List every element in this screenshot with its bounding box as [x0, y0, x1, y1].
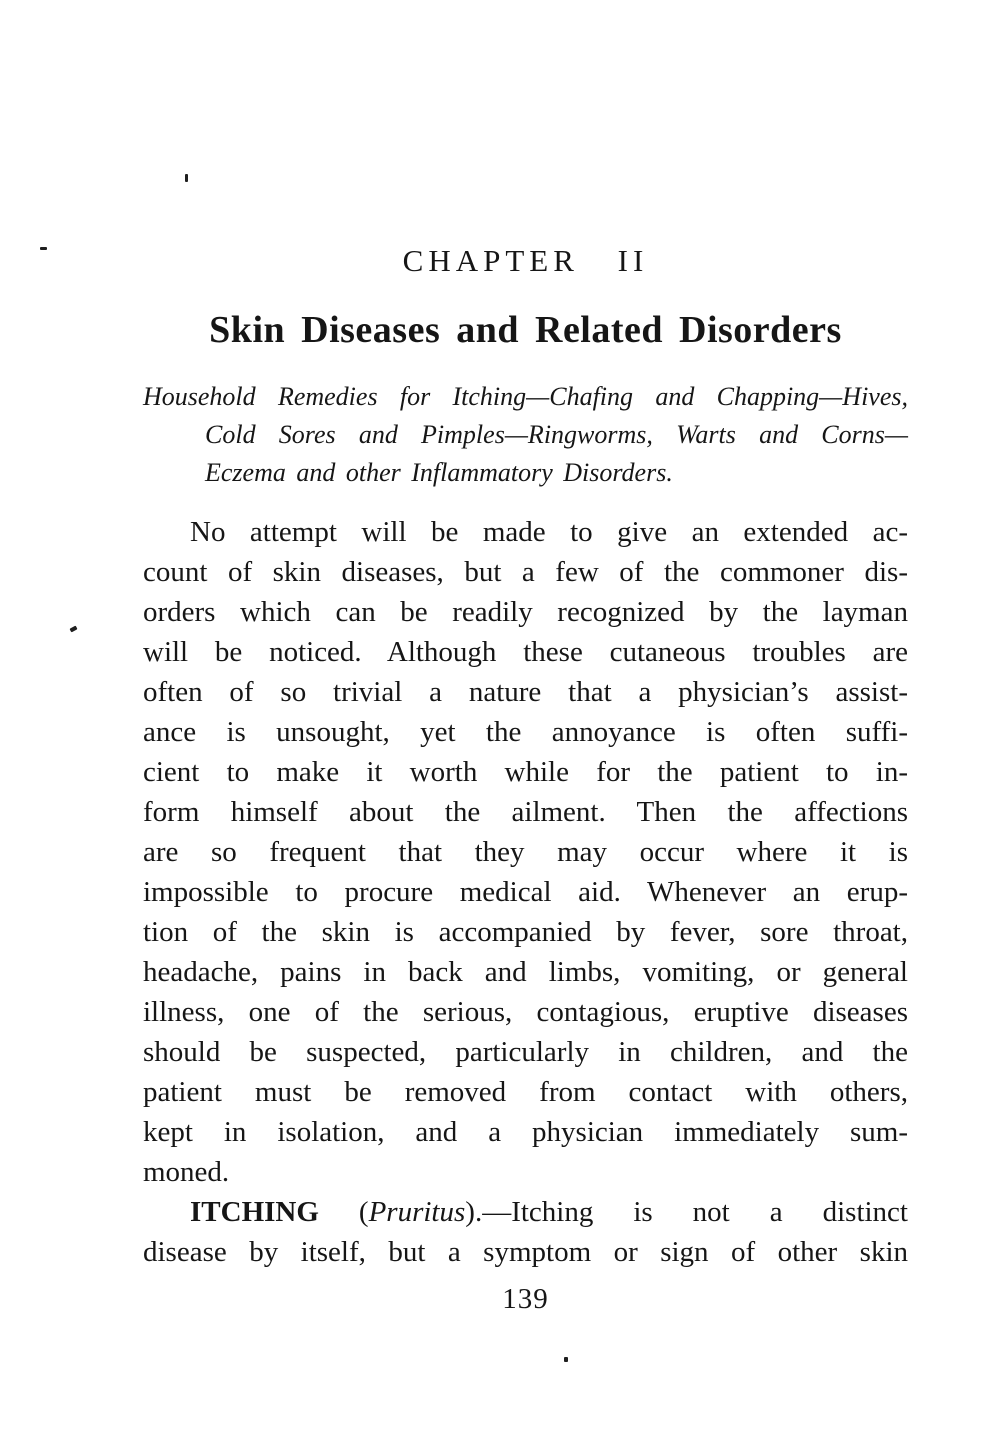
itching-heading: ITCHING	[190, 1196, 319, 1228]
text-line: should be suspected, particularly in children, and the	[143, 1036, 908, 1068]
text-line: kept in isolation, and a physician immediately sum-	[143, 1116, 908, 1148]
itching-open-paren: (	[318, 1196, 369, 1228]
text-line: often of so trivial a nature that a physician’s assist-	[143, 676, 908, 708]
text-line: No attempt will be made to give an extended ac-	[190, 516, 908, 548]
body-text	[143, 512, 908, 1272]
text-line: are so frequent that they may occur where it is	[143, 836, 908, 868]
ink-speck	[69, 626, 77, 633]
text-line: illness, one of the serious, contagious, eruptive diseases	[143, 996, 908, 1028]
ink-speck	[564, 1357, 568, 1362]
ink-speck	[185, 174, 188, 182]
pruritus-term: Pruritus	[368, 1196, 466, 1228]
text-line: moned.	[143, 1156, 230, 1188]
text-line: headache, pains in back and limbs, vomiting, or general	[143, 956, 908, 988]
text-line: patient must be removed from contact with others,	[143, 1076, 908, 1108]
text-line: orders which can be readily recognized by the layman	[143, 596, 908, 628]
text-line: tion of the skin is accompanied by fever, sore throat,	[143, 916, 908, 948]
chapter-title: Skin Diseases and Related Disorders	[209, 309, 842, 351]
summary-line: Eczema and other Inflammatory Disorders.	[205, 458, 673, 487]
chapter-summary	[143, 378, 908, 492]
itching-lead-rest: ).—Itching is not a distinct	[465, 1196, 908, 1228]
text-line: ance is unsought, yet the annoyance is often suffi-	[143, 716, 908, 748]
text-line: will be noticed. Although these cutaneous troubles are	[143, 636, 908, 668]
text-line: cient to make it worth while for the patient to in-	[143, 756, 908, 788]
ink-speck	[40, 247, 47, 250]
summary-line: Cold Sores and Pimples—Ringworms, Warts and Corns—	[205, 420, 908, 449]
summary-line: Household Remedies for Itching—Chafing and Chapping—Hives,	[143, 382, 908, 411]
text-line-itching-lead	[143, 1192, 908, 1232]
text-line: impossible to procure medical aid. Whenever an erup-	[143, 876, 908, 908]
chapter-heading: CHAPTER II	[402, 243, 649, 278]
text-line: form himself about the ailment. Then the affections	[143, 796, 908, 828]
text-line: disease by itself, but a symptom or sign of other skin	[143, 1236, 908, 1268]
text-line: count of skin diseases, but a few of the commoner dis-	[143, 556, 908, 588]
page-number: 139	[502, 1283, 549, 1315]
